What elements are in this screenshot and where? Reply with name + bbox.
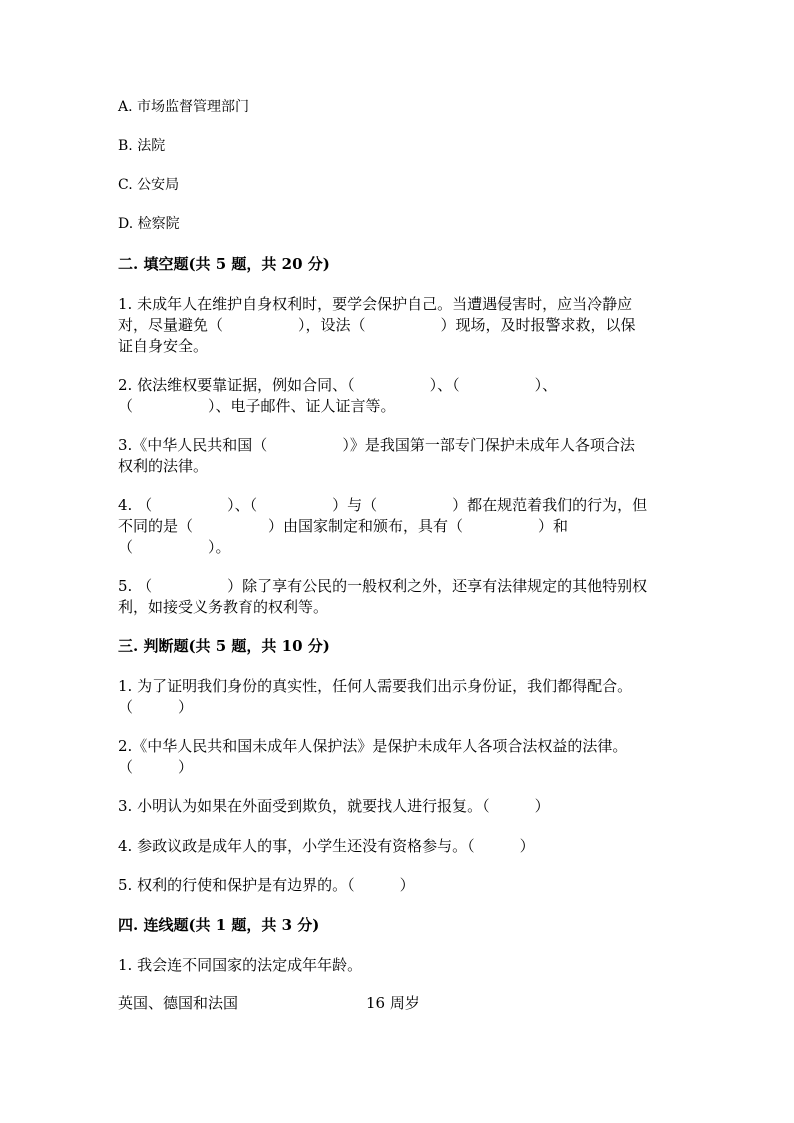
section-4-heading: 四. 连线题(共 1 题，共 3 分) — [118, 916, 320, 934]
fill-q1-line1: 1. 未成年人在维护自身权利时，要学会保护自己。当遭遇侵害时，应当冷静应 — [118, 295, 633, 313]
fill-q1-line3: 证自身安全。 — [118, 337, 209, 355]
judge-q2-line2: （ ） — [118, 758, 194, 776]
judge-q2-line1: 2.《中华人民共和国未成年人保护法》是保护未成年人各项合法权益的法律。 — [118, 737, 628, 755]
fill-q2-line1: 2. 依法维权要靠证据，例如合同、（ ）、（ ）、 — [118, 376, 558, 394]
match-left-item: 英国、德国和法国 — [118, 994, 239, 1012]
judge-q1-line2: （ ） — [118, 698, 194, 716]
match-q1: 1. 我会连不同国家的法定成年年龄。 — [118, 956, 363, 974]
fill-q5-line1: 5. （ ）除了享有公民的一般权利之外，还享有法律规定的其他特别权 — [118, 577, 648, 595]
match-right-item: 16 周岁 — [366, 994, 420, 1012]
fill-q4-line1: 4. （ ）、（ ）与（ ）都在规范着我们的行为，但 — [118, 496, 648, 514]
fill-q4-line2: 不同的是（ ）由国家制定和颁布，具有（ ）和 — [118, 517, 569, 535]
section-2-heading: 二. 填空题(共 5 题，共 20 分) — [118, 255, 330, 273]
option-a: A. 市场监督管理部门 — [118, 99, 250, 115]
judge-q1-line1: 1. 为了证明我们身份的真实性，任何人需要我们出示身份证，我们都得配合。 — [118, 677, 633, 695]
fill-q5-line2: 利，如接受义务教育的权利等。 — [118, 598, 329, 616]
fill-q1-line2: 对，尽量避免（ ），设法（ ）现场，及时报警求救，以保 — [118, 316, 636, 334]
option-b: B. 法院 — [118, 138, 166, 154]
option-c: C. 公安局 — [118, 177, 180, 193]
judge-q3: 3. 小明认为如果在外面受到欺负，就要找人进行报复。（ ） — [118, 797, 550, 815]
fill-q2-line2: （ ）、电子邮件、证人证言等。 — [118, 397, 396, 415]
judge-q5: 5. 权利的行使和保护是有边界的。（ ） — [118, 876, 415, 894]
section-3-heading: 三. 判断题(共 5 题，共 10 分) — [118, 637, 330, 655]
option-d: D. 检察院 — [118, 216, 180, 232]
fill-q4-line3: （ ）。 — [118, 538, 231, 556]
judge-q4: 4. 参政议政是成年人的事，小学生还没有资格参与。（ ） — [118, 837, 535, 855]
fill-q3-line1: 3.《中华人民共和国（ ）》是我国第一部专门保护未成年人各项合法 — [118, 436, 635, 454]
fill-q3-line2: 权利的法律。 — [118, 457, 209, 475]
